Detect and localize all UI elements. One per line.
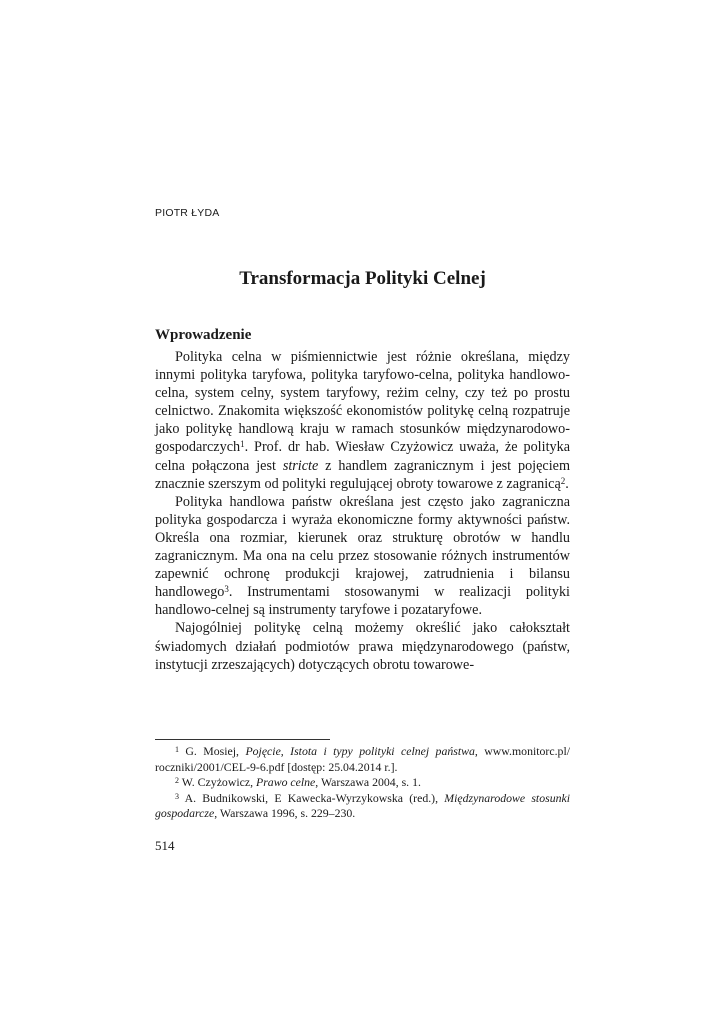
footnote-2 [155, 775, 570, 791]
p1-emphasis: stricte [282, 457, 319, 474]
p1-text-d: . [565, 475, 569, 492]
footnote-text: G. Mosiej, [179, 744, 246, 758]
footnote-text: , Warszawa 2004, s. 1. [315, 775, 421, 790]
footnote-1 [155, 744, 570, 775]
footnote-ref-1: 1 [240, 439, 245, 450]
paragraph-2 [155, 493, 570, 620]
footnote-ref-2: 2 [560, 475, 566, 486]
footnote-separator [155, 739, 330, 740]
footnote-title: Międzynarodowe stosunki gospodarcze [155, 790, 571, 821]
footnote-title: Pojęcie, Istota i typy polityki celnej państwa [245, 744, 475, 758]
p2-text-a: Polityka handlowa państw określana jest często jako zagraniczna polityka gospodarcza i wyraża ekonomiczne formy aktywności państw. Określa ona rozmiar, kierunek oraz strukturę obrotów w handlu zagranicznym. Ma ona na celu przez stosowanie różnych instrumentów zapewnić ochronę produkcji krajowej, zatrudnienia i bilansu handlowego [155, 493, 570, 601]
footnote-number: 1 [175, 745, 179, 754]
footnote-3 [155, 791, 570, 822]
p1-text-c: z handlem zagranicznym i jest pojęciem znacznie szerszym od polityki regulującej obroty towarowe z zagranicą [155, 457, 570, 492]
footnote-text: , Warszawa 1996, s. 229–230. [214, 806, 356, 821]
p1-text-a: Polityka celna w piśmiennictwie jest różnie określana, między innymi polityka taryfowa, polityka taryfowo-celna, polityka handlowo-celna, system celny, system taryfowy, reżim celny, czy też po prostu celnictwo. Znakomita większość ekonomistów politykę celną rozpatruje jako politykę handlową kraju w ramach stosunków międzynarodowo-gospodarczych [155, 349, 570, 456]
section-heading: Wprowadzenie [155, 327, 252, 343]
article-body [155, 348, 570, 674]
footnote-title: Prawo celne [256, 775, 316, 790]
footnote-text: W. Czyżowicz, [179, 775, 256, 790]
footnote-number: 2 [175, 776, 179, 786]
page-number: 514 [155, 838, 175, 853]
p1-text-b: . Prof. dr hab. Wiesław Czyżowicz uważa, że polityka celna połączona jest [155, 439, 570, 474]
footnote-number: 3 [175, 791, 179, 801]
article-title: Transformacja Polityki Celnej [239, 268, 486, 289]
footnote-ref-3: 3 [224, 584, 229, 595]
footnote-text: A. Budnikowski, E Kawecka-Wyrzykowska (red.), [179, 790, 445, 805]
p2-text-b: . Instrumentami stosowanymi w realizacji polityki handlowo-celnej są instrumenty taryfowe i pozataryfowe. [155, 584, 570, 619]
running-header-author: PIOTR ŁYDA [155, 207, 220, 219]
footnotes [155, 744, 570, 822]
footnote-text: , www.monitorc.pl/ roczniki/2001/CEL-9-6.pdf [dostęp: 25.04.2014 r.]. [155, 744, 571, 774]
paragraph-3: Najogólniej politykę celną możemy określić jako całokształt świadomych działań podmiotów prawa międzynarodowego (państw, instytucji zrzeszających) dotyczących obrotu towarowe- [155, 620, 570, 673]
paragraph-1 [155, 348, 570, 493]
